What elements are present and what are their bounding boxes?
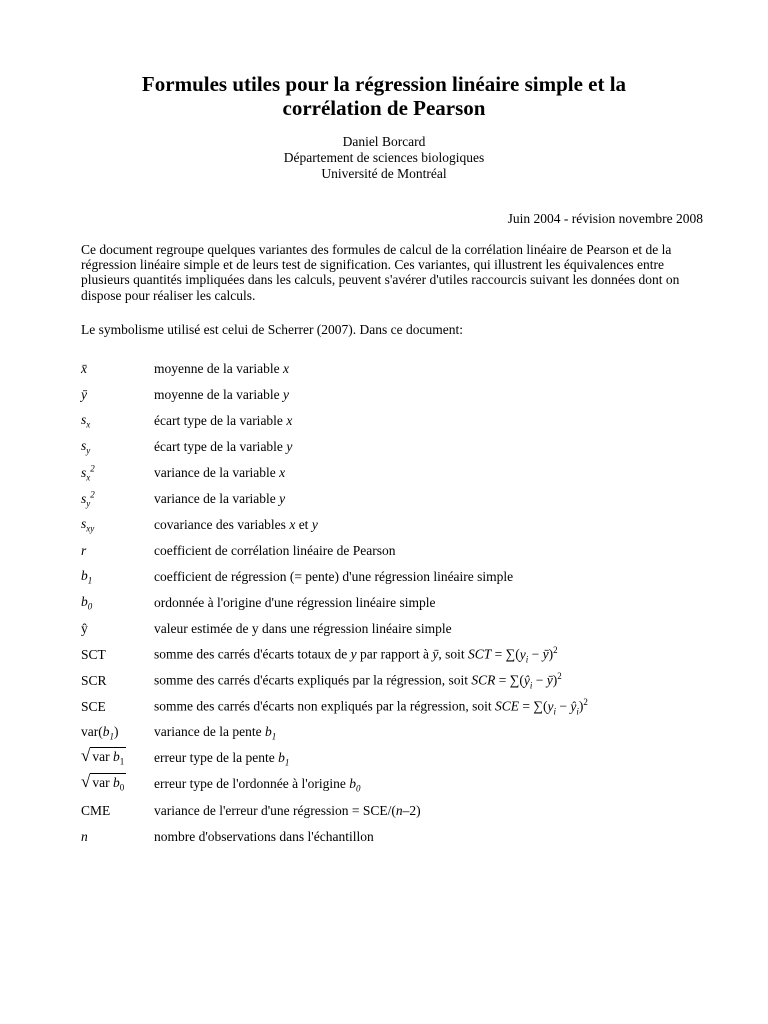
document-title	[0, 72, 768, 120]
symbol: $s_y$	[81, 438, 91, 456]
symbol-row	[81, 694, 721, 720]
symbol: $s_{xy}$	[81, 516, 95, 534]
symbol: $var(b_1)$	[81, 724, 119, 742]
symbol-description: ordonnée à l'origine d'une régression linéaire simple	[154, 595, 436, 610]
symbol-description: somme des carrés d'écarts non expliqués par la régression, soit SCE = $\sum(y_i$ − $ŷ_i)^2$	[154, 697, 588, 717]
symbol-row	[81, 668, 721, 694]
symbol: SCR	[81, 673, 107, 688]
symbol-row	[81, 642, 721, 668]
symbol-description: écart type de la variable x	[154, 413, 293, 428]
symbol: ȳ	[81, 387, 87, 402]
symbol-row	[81, 720, 721, 746]
symbol-row	[81, 512, 721, 538]
symbol-description: variance de la variable x	[154, 465, 286, 480]
symbol-description: moyenne de la variable y	[154, 387, 289, 402]
symbol-description: coefficient de régression (= pente) d'une régression linéaire simple	[154, 569, 514, 584]
title-line-2: corrélation de Pearson	[282, 96, 486, 120]
symbol-table	[81, 356, 721, 850]
symbol: $b_1$	[81, 568, 93, 586]
symbol-description: coefficient de corrélation linéaire de Pearson	[154, 543, 396, 558]
intro-paragraph: Ce document regroupe quelques variantes des formules de calcul de la corrélation linéaire de Pearson et de la régression linéaire simple et de leurs test de signification. Ces variantes, qui illustrent les équivalences entre plusieurs quantités impliquées dans les calculs, peuvent s'avérer d'utiles raccourcis suivant les données dont on dispose pour réaliser les calculs.	[81, 242, 680, 303]
symbol-row	[81, 798, 721, 824]
symbol: r	[81, 543, 87, 558]
symbol-row	[81, 564, 721, 590]
symbol-row	[81, 590, 721, 616]
symbol-row	[81, 616, 721, 642]
symbol-row	[81, 408, 721, 434]
symbol-description: valeur estimée de y dans une régression linéaire simple	[154, 621, 452, 636]
symbol: x̄	[81, 361, 87, 376]
symbol: $b_0$	[81, 594, 93, 612]
symbol-description: somme des carrés d'écarts totaux de y par rapport à ȳ, soit SCT = $\sum(y_i$ − ȳ)$^2$	[154, 645, 558, 665]
symbol: SCE	[81, 699, 106, 714]
symbol-description: erreur type de la pente $b_1$	[154, 750, 290, 768]
symbol-row	[81, 772, 721, 798]
symbol-row	[81, 824, 721, 850]
symbol: ŷ	[81, 621, 88, 636]
title-line-1: Formules utiles pour la régression linéaire simple et la	[141, 72, 627, 96]
symbol-description: covariance des variables x et y	[154, 517, 318, 532]
symbolism-intro: Le symbolisme utilisé est celui de Scherrer (2007). Dans ce document:	[81, 322, 464, 337]
symbol-row	[81, 460, 721, 486]
author-university: Université de Montréal	[321, 166, 447, 181]
symbol: $s_x^2$	[81, 463, 95, 483]
symbol-row	[81, 746, 721, 772]
symbol-row	[81, 356, 721, 382]
symbol-row	[81, 538, 721, 564]
symbol-row	[81, 434, 721, 460]
symbol-description: nombre d'observations dans l'échantillon	[154, 829, 374, 844]
document-date: Juin 2004 - révision novembre 2008	[507, 211, 703, 226]
symbol: SCT	[81, 647, 106, 662]
symbol-description: moyenne de la variable x	[154, 361, 289, 376]
symbol: √ var $b_1$	[81, 747, 154, 771]
symbol-description: écart type de la variable y	[154, 439, 293, 454]
author-department: Département de sciences biologiques	[283, 150, 485, 165]
symbol: CME	[81, 803, 111, 818]
symbol: √ var $b_0$	[81, 773, 154, 797]
symbol-description: variance de l'erreur d'une régression = SCE/(n–2)	[154, 803, 421, 818]
symbol-row	[81, 486, 721, 512]
symbol-description: erreur type de l'ordonnée à l'origine $b_0$	[154, 776, 361, 794]
symbol: $s_x$	[81, 412, 91, 430]
symbol-description: variance de la pente $b_1$	[154, 724, 277, 742]
symbol-row	[81, 382, 721, 408]
symbol: n	[81, 829, 88, 844]
symbol-description: somme des carrés d'écarts expliqués par la régression, soit SCR = $\sum(ŷ_i$ − ȳ)$^2$	[154, 671, 562, 691]
author-block	[0, 134, 768, 182]
symbol-description: variance de la variable y	[154, 491, 286, 506]
symbol: $s_y^2$	[81, 489, 95, 509]
author-name: Daniel Borcard	[342, 134, 426, 149]
